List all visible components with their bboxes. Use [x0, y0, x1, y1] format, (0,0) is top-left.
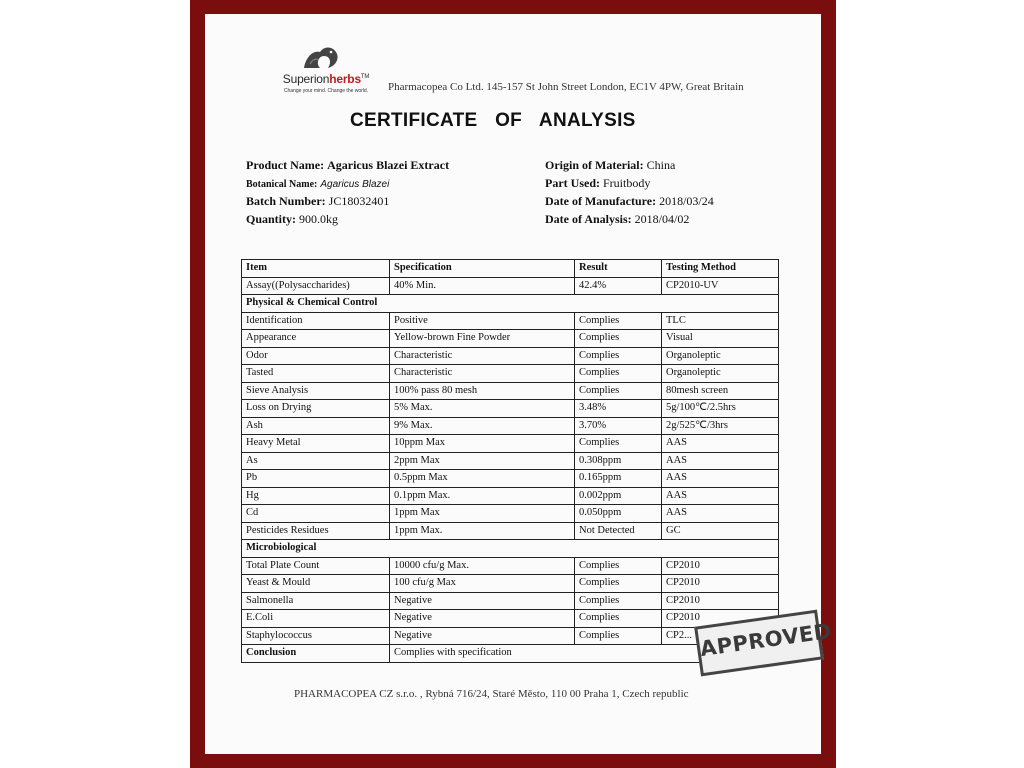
table-row: [242, 400, 779, 418]
table-row: [242, 592, 779, 610]
table-cell: 80mesh screen: [662, 382, 779, 400]
stamp-text: APPROVED: [698, 618, 834, 662]
table-cell: AAS: [662, 470, 779, 488]
table-cell: Cd: [242, 505, 390, 523]
table-row: [242, 522, 779, 540]
table-row: [242, 487, 779, 505]
table-cell: 100 cfu/g Max: [390, 575, 575, 593]
table-row: [242, 312, 779, 330]
company-logo: [270, 42, 382, 94]
table-cell: 42.4%: [575, 277, 662, 295]
table-cell: TLC: [662, 312, 779, 330]
manufacture-date-line: Date of Manufacture: 2018/03/24: [545, 194, 714, 208]
column-header: Testing Method: [662, 260, 779, 278]
table-row: [242, 610, 779, 628]
table-cell: Pb: [242, 470, 390, 488]
table-cell: 100% pass 80 mesh: [390, 382, 575, 400]
table-cell: Complies: [575, 330, 662, 348]
table-cell: E.Coli: [242, 610, 390, 628]
column-header: Result: [575, 260, 662, 278]
column-header: Specification: [390, 260, 575, 278]
table-cell: 5g/100℃/2.5hrs: [662, 400, 779, 418]
table-cell: Salmonella: [242, 592, 390, 610]
table-cell: 5% Max.: [390, 400, 575, 418]
table-cell: Visual: [662, 330, 779, 348]
table-cell: Yeast & Mould: [242, 575, 390, 593]
section-row: [242, 295, 779, 313]
table-row: [242, 382, 779, 400]
botanical-name-line: Botanical Name: Agaricus Blazei: [246, 179, 390, 190]
table-cell: Pesticides Residues: [242, 522, 390, 540]
table-cell: 1ppm Max: [390, 505, 575, 523]
table-cell: Positive: [390, 312, 575, 330]
table-row: [242, 557, 779, 575]
table-cell: CP2...: [662, 627, 779, 645]
table-cell: CP2010: [662, 557, 779, 575]
table-row: [242, 470, 779, 488]
table-cell: 0.308ppm: [575, 452, 662, 470]
table-cell: CP2010: [662, 575, 779, 593]
section-row: [242, 540, 779, 558]
table-cell: Characteristic: [390, 365, 575, 383]
table-cell: 3.48%: [575, 400, 662, 418]
table-cell: 0.1ppm Max.: [390, 487, 575, 505]
page-title: CERTIFICATE OF ANALYSIS: [350, 110, 636, 131]
table-cell: Sieve Analysis: [242, 382, 390, 400]
table-cell: Negative: [390, 592, 575, 610]
product-name-line: Product Name: Agaricus Blazei Extract: [246, 158, 450, 172]
table-cell: Ash: [242, 417, 390, 435]
origin-line: Origin of Material: China: [545, 158, 676, 172]
brand-name: Superionherbs™: [282, 72, 370, 86]
table-row: [242, 575, 779, 593]
table-row: [242, 330, 779, 348]
table-cell: CP2010-UV: [662, 277, 779, 295]
table-cell: Negative: [390, 610, 575, 628]
table-header-row: [242, 260, 779, 278]
table-cell: GC: [662, 522, 779, 540]
table-cell: 0.050ppm: [575, 505, 662, 523]
footer-address: PHARMACOPEA CZ s.r.o. , Rybná 716/24, Staré Město, 110 00 Praha 1, Czech republic: [294, 688, 689, 700]
table-cell: Complies: [575, 435, 662, 453]
part-used-line: Part Used: Fruitbody: [545, 176, 651, 190]
table-cell: As: [242, 452, 390, 470]
table-cell: Organoleptic: [662, 365, 779, 383]
table-cell: 0.165ppm: [575, 470, 662, 488]
table-cell: Staphylococcus: [242, 627, 390, 645]
table-cell: 40% Min.: [390, 277, 575, 295]
section-heading: Physical & Chemical Control: [242, 295, 779, 313]
table-cell: AAS: [662, 487, 779, 505]
table-cell: Complies: [575, 575, 662, 593]
batch-number-line: Batch Number: JC18032401: [246, 194, 390, 208]
table-cell: CP2010: [662, 592, 779, 610]
table-cell: Tasted: [242, 365, 390, 383]
table-cell: Appearance: [242, 330, 390, 348]
table-cell: AAS: [662, 435, 779, 453]
table-cell: Odor: [242, 347, 390, 365]
table-cell: Complies: [575, 610, 662, 628]
table-cell: 2g/525℃/3hrs: [662, 417, 779, 435]
table-cell: AAS: [662, 505, 779, 523]
table-row: [242, 277, 779, 295]
brand-tagline: Change your mind. Change the world.: [283, 88, 369, 94]
table-cell: 3.70%: [575, 417, 662, 435]
section-heading: Microbiological: [242, 540, 779, 558]
table-row: [242, 417, 779, 435]
table-cell: 0.5ppm Max: [390, 470, 575, 488]
table-cell: Complies: [575, 592, 662, 610]
conclusion-label: Conclusion: [242, 645, 390, 663]
table-cell: 10ppm Max: [390, 435, 575, 453]
table-row: [242, 452, 779, 470]
table-cell: 2ppm Max: [390, 452, 575, 470]
table-cell: Organoleptic: [662, 347, 779, 365]
table-row: [242, 435, 779, 453]
table-cell: Identification: [242, 312, 390, 330]
table-cell: Complies: [575, 312, 662, 330]
table-cell: Heavy Metal: [242, 435, 390, 453]
analysis-table: [241, 259, 779, 663]
company-address: Pharmacopea Co Ltd. 145-157 St John Street London, EC1V 4PW, Great Britain: [388, 81, 744, 93]
table-cell: 0.002ppm: [575, 487, 662, 505]
table-cell: Complies: [575, 557, 662, 575]
table-cell: Total Plate Count: [242, 557, 390, 575]
table-row: [242, 505, 779, 523]
table-cell: Complies: [575, 382, 662, 400]
column-header: Item: [242, 260, 390, 278]
table-cell: Yellow-brown Fine Powder: [390, 330, 575, 348]
table-cell: Complies: [575, 347, 662, 365]
table-cell: Loss on Drying: [242, 400, 390, 418]
table-cell: Hg: [242, 487, 390, 505]
table-cell: Characteristic: [390, 347, 575, 365]
table-cell: Complies: [575, 627, 662, 645]
table-row: [242, 365, 779, 383]
table-cell: Not Detected: [575, 522, 662, 540]
conclusion-value: Complies with specification: [390, 645, 779, 663]
table-cell: CP2010: [662, 610, 779, 628]
dragon-logo-icon: [298, 42, 342, 72]
table-cell: 1ppm Max.: [390, 522, 575, 540]
table-cell: Complies: [575, 365, 662, 383]
quantity-line: Quantity: 900.0kg: [246, 212, 339, 226]
table-row: [242, 347, 779, 365]
table-cell: 10000 cfu/g Max.: [390, 557, 575, 575]
table-cell: 9% Max.: [390, 417, 575, 435]
table-cell: Negative: [390, 627, 575, 645]
table-cell: Assay((Polysaccharides): [242, 277, 390, 295]
analysis-date-line: Date of Analysis: 2018/04/02: [545, 212, 690, 226]
table-cell: AAS: [662, 452, 779, 470]
